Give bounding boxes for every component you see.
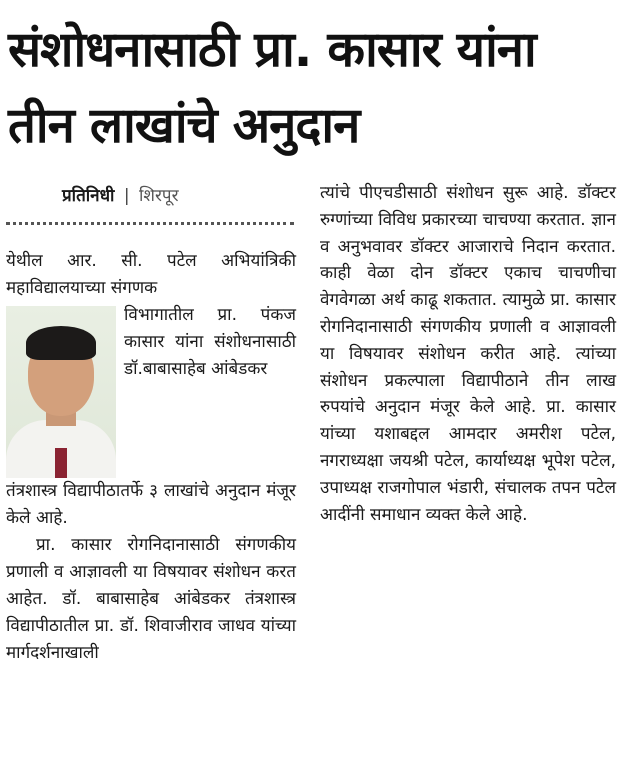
paragraph-1	[6, 248, 296, 302]
article-column-1	[6, 248, 296, 667]
hair	[26, 326, 96, 360]
paragraph-1-beside-photo: विभागातील प्रा. पंकज कासार यांना संशोधनासाठी डॉ.बाबासाहेब आंबेडकर	[124, 305, 296, 379]
paragraph-1-intro: येथील आर. सी. पटेल अभियांत्रिकी महाविद्यालयाच्या संगणक	[6, 251, 296, 298]
reporter: प्रतिनिधी	[62, 186, 115, 206]
headline: संशोधनासाठी प्रा. कासार यांना तीन लाखांचे अनुदान	[8, 21, 536, 154]
paragraph-3: त्यांचे पीएचडीसाठी संशोधन सुरू आहे. डॉक्टर रुग्णांच्या विविध प्रकारच्या चाचण्या करतात. ज्ञान व अनुभवावर डॉक्टर आजाराचे निदान करतात. काही वेळा दोन डॉक्टर एकाच चाचणीचा वेगवेगळा अर्थ काढू शकतात. त्यामुळे प्रा. कासार रोगनिदानासाठी संगणकीय प्रणाली व आज्ञावली या विषयावर संशोधन करीत आहे. त्यांच्या संशोधन प्रकल्पाला विद्यापीठाने तीन लाख रुपयांचे अनुदान मंजूर केले आहे. प्रा. कासार यांच्या यशाबद्दल आमदार अमरीश पटेल, नगराध्यक्षा जयश्री पटेल, कार्याध्यक्ष भूपेश पटेल, उपाध्यक्ष राजगोपाल भंडारी, संचालक तपन पटेल आदींनी समाधान व्यक्त केले आहे.	[320, 183, 616, 525]
byline-separator: |	[123, 186, 130, 206]
portrait-photo	[6, 306, 116, 478]
tie	[55, 448, 67, 478]
dateline-location: शिरपूर	[139, 186, 179, 206]
paragraph-1-end: तंत्रशास्त्र विद्यापीठातर्फे ३ लाखांचे अनुदान मंजूर केले आहे.	[6, 481, 296, 528]
paragraph-2: प्रा. कासार रोगनिदानासाठी संगणकीय प्रणाली व आज्ञावली या विषयावर संशोधन करत आहेत. डॉ. बाबासाहेब आंबेडकर तंत्रशास्त्र विद्यापीठातील प्रा. डॉ. शिवाजीराव जाधव यांच्या मार्गदर्शनाखाली	[6, 535, 296, 663]
article-column-2	[320, 180, 616, 528]
byline-divider	[6, 222, 294, 225]
byline	[62, 182, 179, 210]
